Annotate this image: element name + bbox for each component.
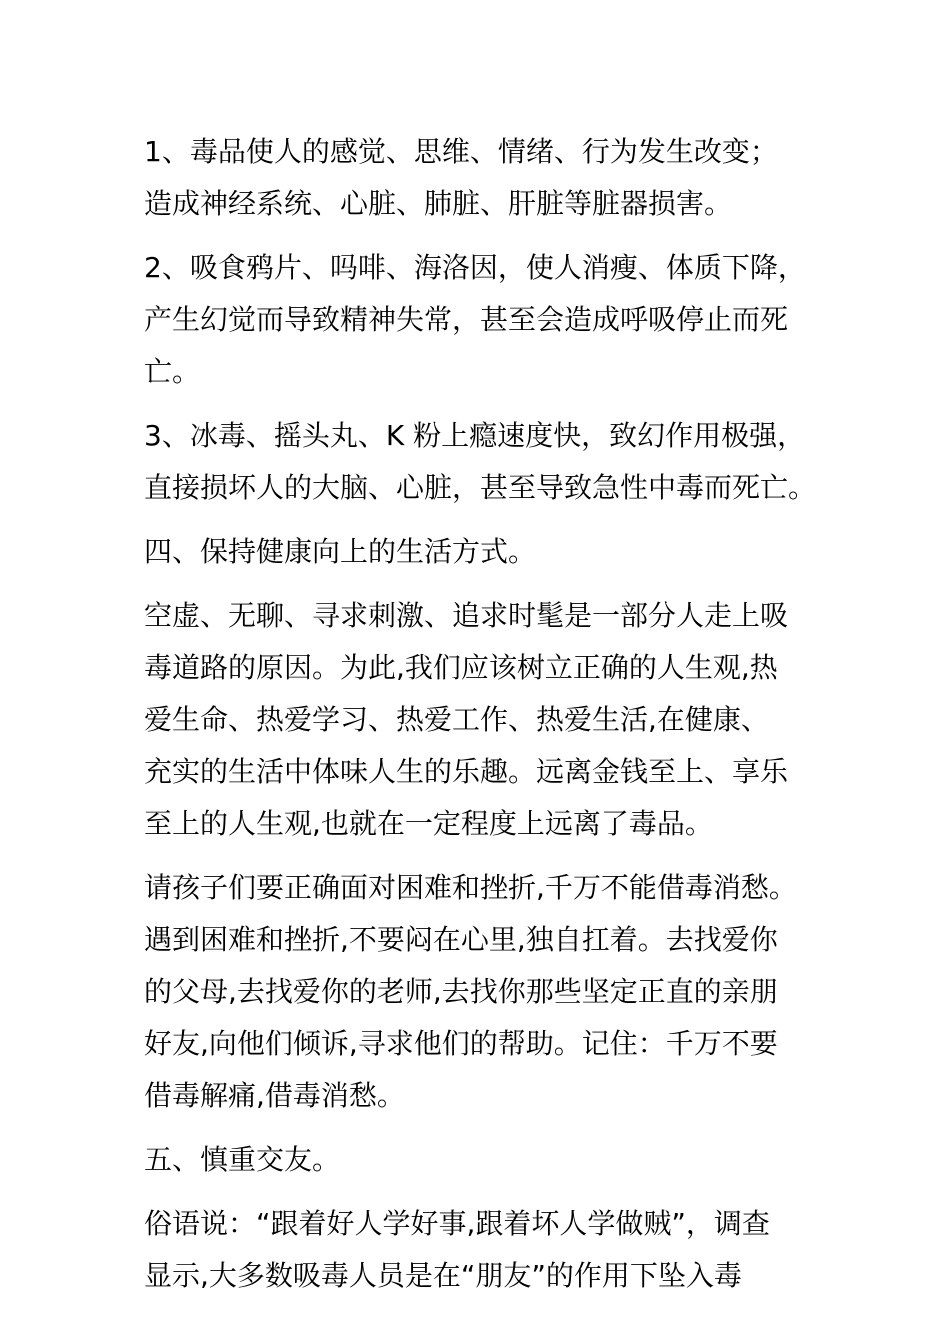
paragraph-proverb [144, 1198, 844, 1302]
paragraph-face-difficulties [144, 862, 844, 1122]
text-line: 充实的生活中体味人生的乐趣。远离金钱至上、享乐 [144, 755, 789, 788]
section-heading-healthy-lifestyle [144, 526, 844, 578]
text-line: 显示,大多数吸毒人员是在“朋友”的作用下坠入毒 [144, 1259, 742, 1292]
document-body [144, 126, 844, 1314]
text-line: 产生幻觉而导致精神失常，甚至会造成呼吸停止而死 [144, 303, 789, 336]
text-line: 3、冰毒、摇头丸、K 粉上瘾速度快，致幻作用极强， [144, 419, 806, 452]
paragraph-life-outlook [144, 590, 844, 850]
section-heading-careful-friends [144, 1134, 844, 1186]
text-line: 爱生命、热爱学习、热爱工作、热爱生活,在健康、 [144, 703, 769, 736]
text-line: 直接损坏人的大脑、心脏，甚至导致急性中毒而死亡。 [144, 471, 817, 504]
paragraph-synthetic-drugs [144, 410, 844, 514]
text-line: 造成神经系统、心脏、肺脏、肝脏等脏器损害。 [144, 187, 733, 220]
text-line: 借毒解痛,借毒消愁。 [144, 1079, 405, 1112]
text-line: 空虚、无聊、寻求刺激、追求时髦是一部分人走上吸 [144, 599, 789, 632]
text-line: 请孩子们要正确面对困难和挫折,千万不能借毒消愁。 [144, 871, 797, 904]
paragraph-opium-morphine-heroin [144, 242, 844, 398]
text-line: 俗语说：“跟着好人学好事,跟着坏人学做贼”，调查 [144, 1207, 770, 1240]
text-line: 亡。 [144, 355, 201, 388]
text-line: 好友,向他们倾诉,寻求他们的帮助。记住：千万不要 [144, 1027, 778, 1060]
text-line: 的父母,去找爱你的老师,去找你那些坚定正直的亲朋 [144, 975, 778, 1008]
paragraph-drug-effects [144, 126, 844, 230]
text-line: 2、吸食鸦片、吗啡、海洛因，使人消瘦、体质下降， [144, 251, 806, 284]
text-line: 1、毒品使人的感觉、思维、情绪、行为发生改变； [144, 135, 778, 168]
text-line: 遇到困难和挫折,不要闷在心里,独自扛着。去找爱你 [144, 923, 778, 956]
text-line: 至上的人生观,也就在一定程度上远离了毒品。 [144, 807, 713, 840]
text-line: 毒道路的原因。为此,我们应该树立正确的人生观,热 [144, 651, 778, 684]
section-heading: 五、慎重交友。 [144, 1143, 341, 1176]
section-heading: 四、保持健康向上的生活方式。 [144, 535, 537, 568]
